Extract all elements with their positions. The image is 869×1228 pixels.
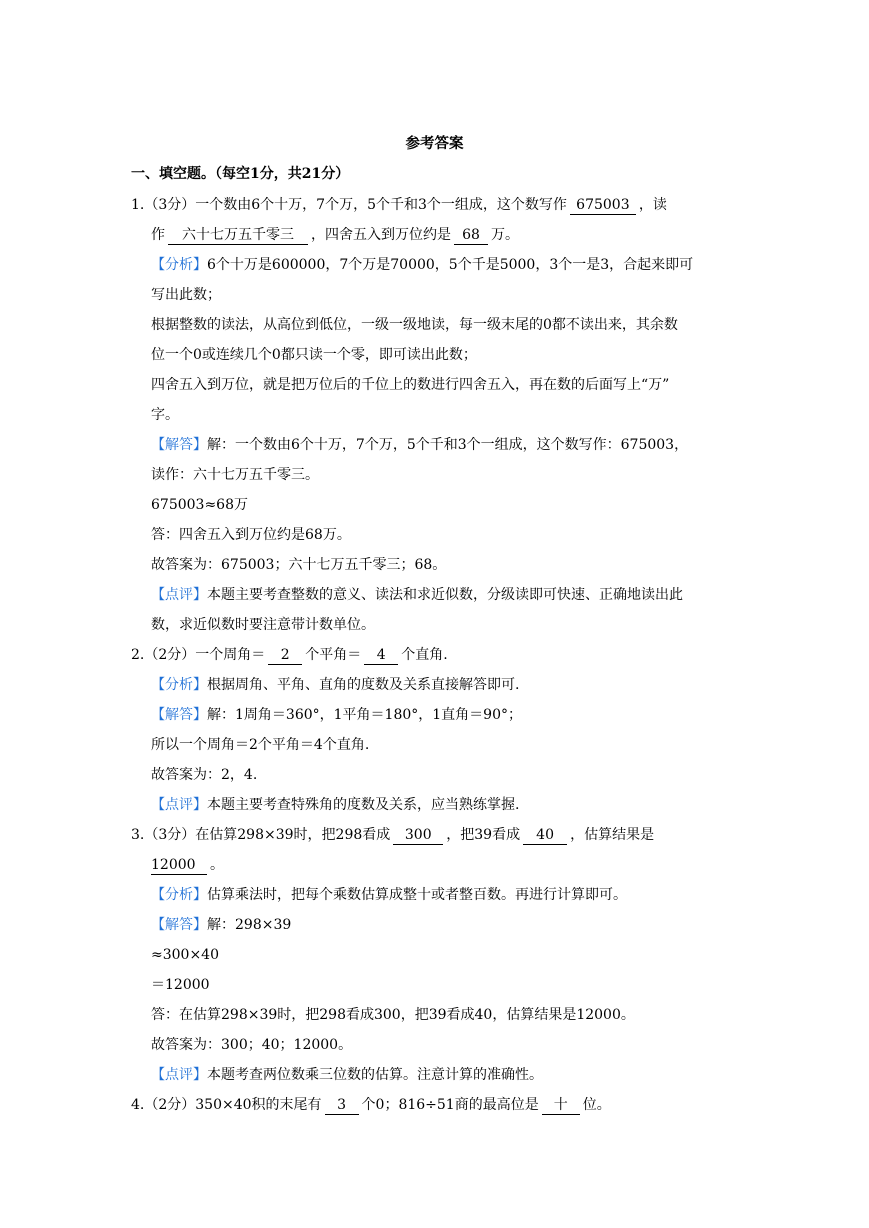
q3-line-2 bbox=[151, 855, 224, 875]
q3-text: 3.（3分）在估算298×39时，把298看成 bbox=[131, 827, 391, 843]
analysis-text: 四舍五入到万位，就是把万位后的千位上的数进行四舍五入，再在数的后面写上“万” bbox=[151, 377, 670, 393]
q1-analysis bbox=[151, 255, 693, 275]
q1-text: 作 bbox=[151, 227, 165, 243]
comment-text: 本题主要考查整数的意义、读法和求近似数，分级读即可快速、正确地读出此 bbox=[207, 587, 683, 603]
q3-text: 。 bbox=[210, 857, 224, 873]
q2-line-1 bbox=[131, 645, 448, 665]
q1-line-2 bbox=[151, 225, 519, 245]
solution-text: 故答案为：300；40；12000。 bbox=[151, 1037, 353, 1053]
q4-text: 4.（2分）350×40积的末尾有 bbox=[131, 1097, 322, 1113]
q1-text: ，读 bbox=[638, 197, 667, 213]
q4-text: 位。 bbox=[582, 1097, 611, 1113]
solution-text: 解：一个数由6个十万，7个万，5个千和3个一组成，这个数写作：675003， bbox=[207, 437, 689, 453]
analysis-tag: 【分析】 bbox=[151, 257, 207, 273]
analysis-text: 根据周角、平角、直角的度数及关系直接解答即可. bbox=[207, 677, 520, 693]
q1-answer-blank-3: 68 bbox=[454, 227, 488, 245]
solution-text: ≈300×40 bbox=[151, 947, 219, 963]
solution-text: ＝12000 bbox=[151, 977, 210, 993]
solution-text: 故答案为：2，4. bbox=[151, 767, 258, 783]
analysis-text: 位一个0或连续几个0都只读一个零，即可读出此数； bbox=[151, 347, 477, 363]
q1-text: ，四舍五入到万位约是 bbox=[311, 227, 451, 243]
q3-answer-blank-2: 40 bbox=[523, 827, 567, 845]
q2-text: 个平角＝ bbox=[305, 647, 362, 663]
solution-text: 解：1周角＝360°，1平角＝180°，1直角＝90°； bbox=[207, 707, 522, 723]
q2-text: 2.（2分）一个周角＝ bbox=[131, 647, 266, 663]
q2-solution bbox=[151, 705, 522, 725]
comment-text: 本题考查两位数乘三位数的估算。注意计算的准确性。 bbox=[207, 1067, 543, 1083]
analysis-text: 估算乘法时，把每个乘数估算成整十或者整百数。再进行计算即可。 bbox=[207, 887, 627, 903]
solution-text: 答：在估算298×39时，把298看成300，把39看成40，估算结果是12000。 bbox=[151, 1007, 635, 1023]
solution-tag: 【解答】 bbox=[151, 437, 207, 453]
q4-answer-blank-2: 十 bbox=[542, 1097, 580, 1115]
q1-answer-blank-1: 675003 bbox=[570, 197, 636, 215]
solution-text: 所以一个周角＝2个平角＝4个直角. bbox=[151, 737, 370, 753]
q3-solution bbox=[151, 915, 291, 935]
q3-text: ，估算结果是 bbox=[570, 827, 655, 843]
analysis-tag: 【分析】 bbox=[151, 677, 207, 693]
page-title: 参考答案 bbox=[405, 135, 464, 152]
q3-analysis bbox=[151, 885, 627, 905]
comment-tag: 【点评】 bbox=[151, 797, 207, 813]
comment-text: 本题主要考查特殊角的度数及关系，应当熟练掌握. bbox=[207, 797, 520, 813]
q4-answer-blank-1: 3 bbox=[325, 1097, 359, 1115]
comment-tag: 【点评】 bbox=[151, 1067, 207, 1083]
analysis-text: 根据整数的读法，从高位到低位，一级一级地读，每一级末尾的0都不读出来，其余数 bbox=[151, 317, 678, 333]
analysis-text: 写出此数； bbox=[151, 287, 221, 303]
q4-line-1 bbox=[131, 1095, 611, 1115]
solution-tag: 【解答】 bbox=[151, 917, 207, 933]
comment-text: 数，求近似数时要注意带计数单位。 bbox=[151, 617, 375, 633]
q3-answer-blank-1: 300 bbox=[393, 827, 443, 845]
q1-text: 万。 bbox=[491, 227, 519, 243]
q2-analysis bbox=[151, 675, 519, 695]
q1-answer-blank-2: 六十七万五千零三 bbox=[168, 227, 308, 245]
solution-tag: 【解答】 bbox=[151, 707, 207, 723]
q1-text: 1.（3分）一个数由6个十万，7个万，5个千和3个一组成，这个数写作 bbox=[131, 197, 567, 213]
comment-tag: 【点评】 bbox=[151, 587, 207, 603]
q3-comment bbox=[151, 1065, 543, 1085]
analysis-tag: 【分析】 bbox=[151, 887, 207, 903]
solution-text: 解：298×39 bbox=[207, 917, 292, 933]
q4-text: 个0；816÷51商的最高位是 bbox=[361, 1097, 539, 1113]
q1-solution bbox=[151, 435, 688, 455]
analysis-text: 6个十万是600000，7个万是70000，5个千是5000，3个一是3，合起来即可 bbox=[207, 257, 694, 273]
section-heading: 一、填空题。（每空1分，共21分） bbox=[131, 166, 350, 182]
q3-answer-blank-3: 12000 bbox=[151, 857, 207, 875]
analysis-text: 字。 bbox=[151, 407, 179, 423]
solution-text: 答：四舍五入到万位约是68万。 bbox=[151, 527, 351, 543]
q1-comment bbox=[151, 585, 683, 605]
q2-text: 个直角. bbox=[401, 647, 448, 663]
q3-text: ，把39看成 bbox=[446, 827, 521, 843]
q2-comment bbox=[151, 795, 519, 815]
solution-text: 读作：六十七万五千零三。 bbox=[151, 467, 319, 483]
solution-text: 故答案为：675003；六十七万五千零三；68。 bbox=[151, 557, 447, 573]
q1-line-1 bbox=[131, 195, 667, 215]
q2-answer-blank-1: 2 bbox=[268, 647, 302, 665]
q2-answer-blank-2: 4 bbox=[364, 647, 398, 665]
q3-line-1 bbox=[131, 825, 654, 845]
solution-text: 675003≈68万 bbox=[151, 497, 248, 513]
